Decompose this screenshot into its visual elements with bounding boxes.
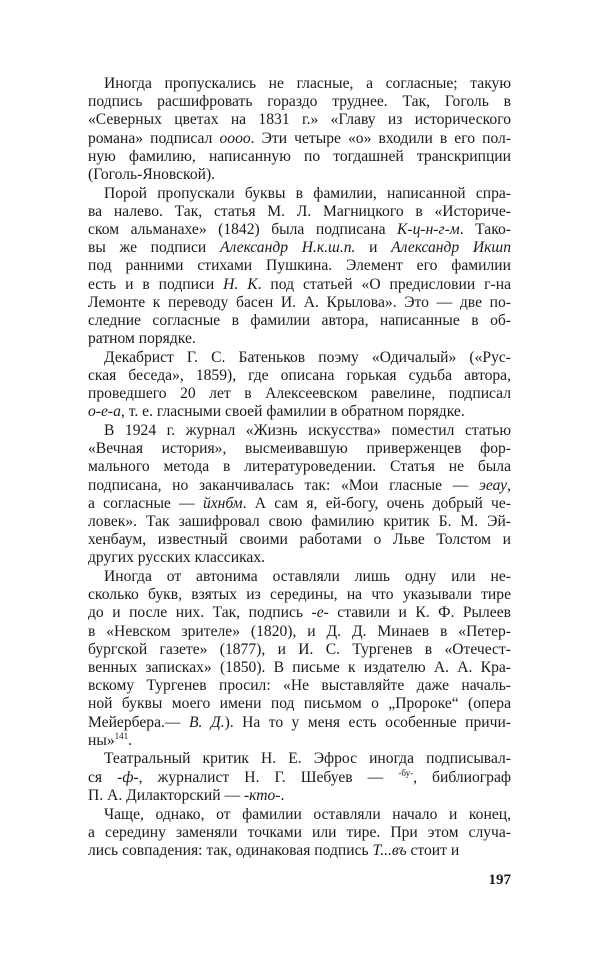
text-span: ратном порядке.	[88, 330, 196, 348]
italic-text: В. Д.	[188, 713, 225, 731]
text-line	[88, 623, 511, 641]
text-span: .	[280, 786, 285, 804]
text-line	[88, 312, 511, 330]
text-span: .	[128, 731, 133, 749]
text-line	[88, 513, 511, 531]
text-span: романа» подписал	[88, 129, 220, 147]
text-span: ся	[88, 768, 118, 786]
text-line	[88, 148, 511, 166]
paragraph	[88, 185, 511, 349]
paragraph	[88, 806, 511, 861]
text-line	[88, 385, 511, 403]
text-line	[88, 440, 511, 458]
text-span: ва налево. Так, статья М. Л. Магницкого в «Историче-	[88, 202, 511, 220]
text-line	[88, 806, 511, 824]
text-span: Иногда от автонима оставляли лишь одну или не-	[104, 568, 511, 586]
text-line	[88, 641, 511, 659]
text-line	[88, 367, 511, 385]
text-span: подписана, но заканчивалась так: «Мои гласные —	[88, 476, 479, 494]
text-line	[88, 495, 511, 513]
text-span: венных записках» (1850). В письме к издателю А. А. Кра-	[88, 659, 511, 676]
text-span: ская беседа», 1859), где описана горькая судьба автора,	[88, 367, 511, 384]
text-span: мального метода в литературоведении. Статья не была	[88, 458, 511, 476]
italic-text: К-ц-н-г-м	[397, 221, 460, 238]
text-span: В 1924 г. журнал «Жизнь искусства» поместил статью	[104, 422, 511, 440]
footnote-ref: 141	[114, 730, 129, 741]
text-span: а согласные —	[88, 494, 203, 512]
text-line	[88, 349, 511, 367]
text-line	[88, 257, 511, 275]
text-line	[88, 294, 511, 312]
text-span: стоит и	[406, 841, 460, 859]
text-line	[88, 568, 511, 586]
text-span: ,	[507, 476, 511, 494]
italic-text: -кто-	[243, 786, 281, 804]
text-span: до и после них. Так, подпись	[88, 604, 312, 622]
italic-text: Н. К	[223, 275, 258, 293]
text-span: под ранними стихами Пушкина. Элемент его фамилии	[88, 257, 511, 275]
text-line	[88, 695, 511, 713]
text-line	[88, 842, 511, 860]
italic-text: эеау	[478, 476, 508, 494]
text-line	[88, 166, 511, 184]
text-span: Мейербера.—	[88, 713, 189, 731]
text-span: «Вечная история», высмеивавшую приверженцев фор-	[88, 440, 511, 458]
text-line	[88, 787, 511, 805]
text-span: ны»	[88, 731, 115, 749]
text-span: ). На то у меня есть особенные причи-	[224, 713, 511, 731]
text-line	[88, 422, 511, 440]
text-span: ловек». Так зашифровал свою фамилию критик Б. М. Эй-	[88, 513, 511, 530]
text-line	[88, 769, 511, 787]
italic-text: Т...въ	[372, 841, 407, 859]
text-span: а середину заменяли точками или тире. При этом случа-	[88, 823, 511, 841]
text-span: , библиограф	[413, 768, 512, 786]
text-span: и	[355, 239, 392, 257]
text-span: хенбаум, известный своими работами о Льве Толстом и	[88, 531, 511, 549]
text-span: есть и в подписи	[88, 275, 224, 293]
text-span: ставили и К. Ф. Рылеев	[328, 604, 511, 622]
text-span: бургской газете» (1877), и И. С. Тургенев в «Отечест-	[88, 640, 511, 658]
text-span: Декабрист Г. С. Батеньков поэму «Одичалый» («Рус-	[104, 348, 511, 366]
text-span: ной буквы моего имени под письмом о „Пророке“ (опера	[88, 695, 511, 713]
text-span: . А сам я, ей-богу, очень добрый че-	[242, 494, 511, 512]
text-span: «Северных цветах на 1831 г.» «Главу из исторического	[88, 111, 511, 129]
text-line	[88, 604, 511, 622]
text-span: . Эти четыре «о» входили в его пол-	[250, 129, 512, 147]
text-span: вскому Тургенев просил: «Не выставляйте даже началь-	[88, 677, 511, 695]
text-line	[88, 403, 511, 421]
italic-text: йхнбм	[202, 494, 243, 512]
text-span: Театральный критик Н. Е. Эфрос иногда подписывал-	[104, 750, 511, 768]
text-line	[88, 824, 511, 842]
text-line	[88, 714, 511, 732]
text-line	[88, 130, 511, 148]
text-span: П. А. Дилакторский —	[88, 786, 244, 804]
text-line	[88, 276, 511, 294]
text-span: , журналист Н. Г. Шебуев —	[138, 768, 399, 786]
paragraph	[88, 349, 511, 422]
paragraph	[88, 750, 511, 805]
text-span: других русских классиках.	[88, 549, 266, 567]
paragraph	[88, 75, 511, 184]
text-line	[88, 477, 511, 495]
text-span: ную фамилию, написанную по тогдашней транскрипции	[88, 147, 511, 165]
text-span: Чаще, однако, от фамилии оставляли начало и конец,	[104, 805, 511, 823]
text-line	[88, 185, 511, 203]
text-line	[88, 221, 511, 239]
text-span: (Гоголь-Яновской).	[88, 165, 216, 183]
paragraph	[88, 568, 511, 750]
text-line	[88, 111, 511, 129]
text-span: Лемонте к переводу басен И. А. Крылова». Это — две по-	[88, 293, 511, 311]
text-span: . Тако-	[459, 221, 511, 238]
text-line	[88, 677, 511, 695]
text-span: . под статьей «О предисловии г-на	[257, 275, 511, 293]
footnote-ref: -бу-	[398, 767, 414, 778]
italic-text: -ф-	[117, 768, 139, 786]
text-line	[88, 75, 511, 93]
page-number: 197	[488, 872, 511, 888]
text-span: лись совпадения: так, одинаковая подпись	[88, 841, 373, 859]
paragraph	[88, 422, 511, 568]
text-line	[88, 330, 511, 348]
text-span: , т. е. гласными своей фамилии в обратном порядке.	[120, 403, 465, 421]
text-span: Иногда пропускались не гласные, а согласные; такую	[104, 75, 511, 92]
text-span: проведшего 20 лет в Алексеевском равелине, подписал	[88, 385, 511, 403]
italic-text: -е-	[311, 604, 329, 622]
text-span: подпись расшифровать гораздо труднее. Так, Гоголь в	[88, 93, 511, 111]
text-line	[88, 549, 511, 567]
text-span: ском альманахе» (1842) была подписана	[88, 221, 398, 238]
text-span: в «Невском зрителе» (1820), и Д. Д. Минаев в «Петер-	[88, 622, 511, 640]
text-line	[88, 458, 511, 476]
italic-text: о-е-а	[88, 403, 121, 421]
text-line	[88, 732, 511, 750]
text-line	[88, 93, 511, 111]
italic-text: Александр Икшп	[391, 239, 511, 257]
page-body-text	[88, 75, 511, 861]
text-line	[88, 239, 511, 257]
text-span: следние согласные в фамилии автора, написанные в об-	[88, 311, 511, 329]
italic-text: Александр Н.к.ш.п.	[219, 239, 356, 257]
text-line	[88, 203, 511, 221]
text-line	[88, 586, 511, 604]
italic-text: oooo	[219, 129, 251, 147]
text-line	[88, 531, 511, 549]
text-line	[88, 659, 511, 677]
text-span: Порой пропускали буквы в фамилии, написанной спра-	[104, 184, 511, 202]
text-line	[88, 750, 511, 768]
text-span: сколько букв, взятых из середины, на что указывали тире	[88, 586, 511, 604]
text-span: вы же подписи	[88, 239, 220, 257]
